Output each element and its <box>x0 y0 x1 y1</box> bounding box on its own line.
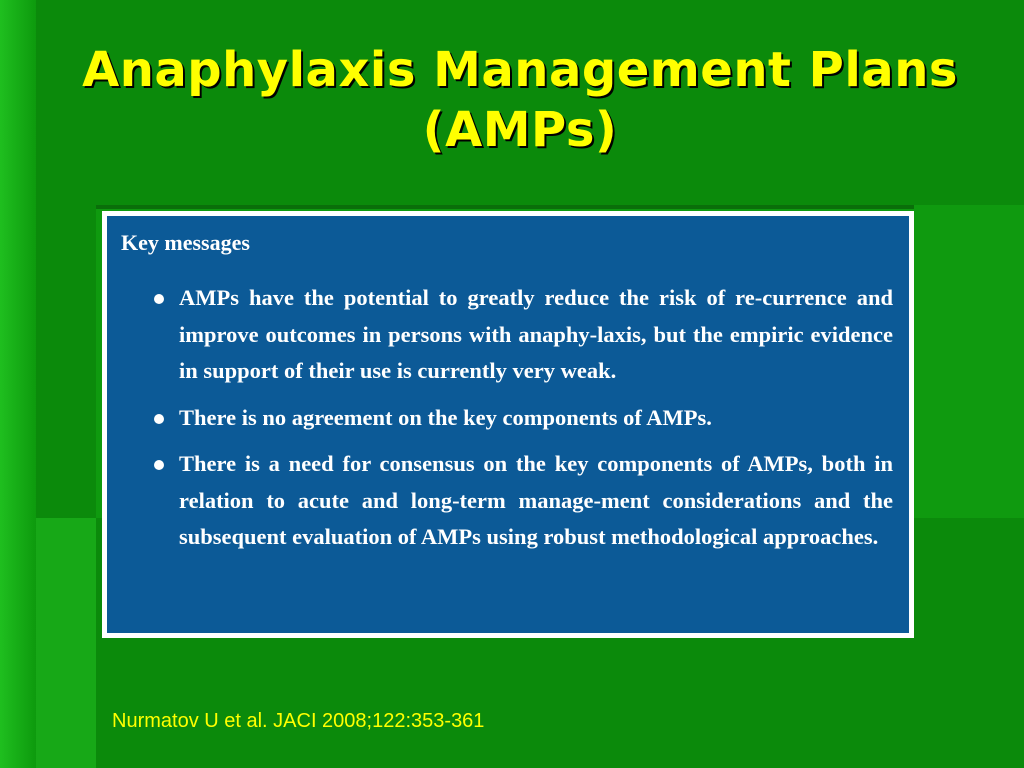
key-messages-list <box>121 280 893 556</box>
background-line <box>96 205 914 209</box>
list-item-text: There is no agreement on the key components of AMPs. <box>179 404 712 430</box>
list-item-text: There is a need for consensus on the key components of AMPs, both in relation to acute and long-term manage-ment considerations and the subsequent evaluation of AMPs using robust methodological approaches. <box>179 451 893 549</box>
key-messages-panel <box>102 211 914 638</box>
list-item <box>121 400 893 437</box>
background-block <box>36 518 96 768</box>
key-messages-box <box>107 216 909 633</box>
bullet-icon <box>154 460 164 470</box>
list-item <box>121 446 893 556</box>
list-item-text: AMPs have the potential to greatly reduce the risk of re-currence and improve outcomes in persons with anaphy-laxis, but the empiric evidence in support of their use is currently very weak. <box>179 285 893 383</box>
background-stripe <box>0 0 36 768</box>
citation: Nurmatov U et al. JACI 2008;122:353-361 <box>112 710 485 732</box>
slide-title: Anaphylaxis Management Plans (AMPs) <box>82 42 958 158</box>
bullet-icon <box>154 414 164 424</box>
bullet-icon <box>154 294 164 304</box>
panel-heading: Key messages <box>121 230 250 255</box>
list-item <box>121 280 893 390</box>
